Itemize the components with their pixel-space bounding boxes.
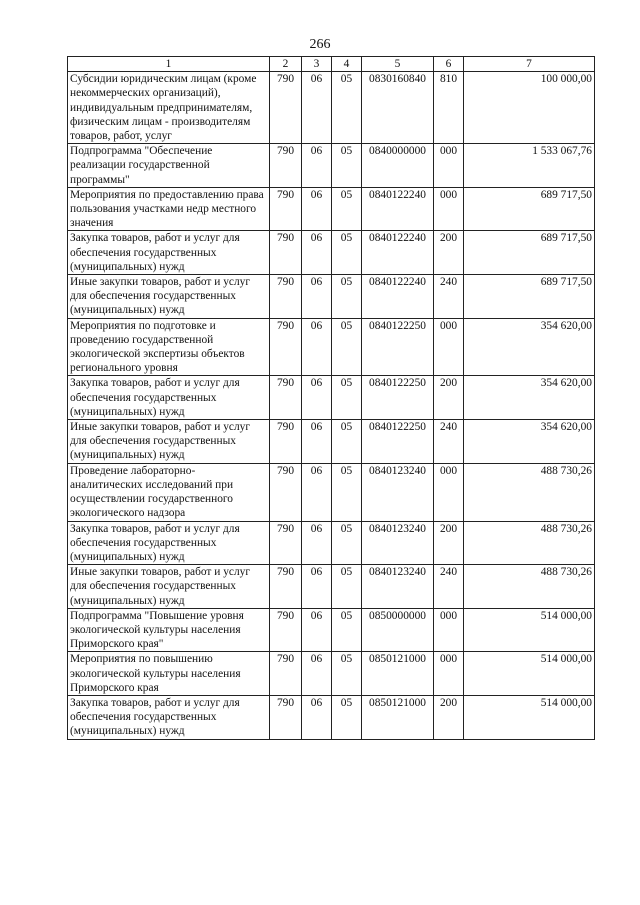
row-subsection-code: 05 — [332, 231, 362, 275]
table-row — [68, 565, 595, 609]
row-subsection-code: 05 — [332, 376, 362, 420]
row-ved-code: 790 — [270, 521, 302, 565]
row-target-article: 0840123240 — [362, 565, 434, 609]
table-row — [68, 376, 595, 420]
column-header: 4 — [332, 57, 362, 72]
row-amount: 514 000,00 — [464, 695, 595, 739]
row-name: Субсидии юридическим лицам (кроме некоммерческих организаций), индивидуальным предпринимателям, физическим лицам - производителям товаров, работ, услуг — [68, 72, 270, 144]
row-target-article: 0840122250 — [362, 420, 434, 464]
row-expense-type: 810 — [434, 72, 464, 144]
row-amount: 488 730,26 — [464, 463, 595, 521]
table-row — [68, 521, 595, 565]
row-ved-code: 790 — [270, 608, 302, 652]
table-row — [68, 420, 595, 464]
table-row — [68, 275, 595, 319]
column-header: 7 — [464, 57, 595, 72]
row-target-article: 0850121000 — [362, 652, 434, 696]
row-target-article: 0840123240 — [362, 521, 434, 565]
row-section-code: 06 — [302, 420, 332, 464]
row-name: Проведение лабораторно-аналитических исследований при осуществлении государственного экологического надзора — [68, 463, 270, 521]
row-target-article: 0850121000 — [362, 695, 434, 739]
table-row — [68, 187, 595, 231]
row-expense-type: 000 — [434, 318, 464, 376]
row-ved-code: 790 — [270, 463, 302, 521]
row-subsection-code: 05 — [332, 72, 362, 144]
row-name: Подпрограмма "Обеспечение реализации государственной программы" — [68, 144, 270, 188]
row-section-code: 06 — [302, 144, 332, 188]
row-section-code: 06 — [302, 318, 332, 376]
row-amount: 354 620,00 — [464, 318, 595, 376]
row-amount: 488 730,26 — [464, 521, 595, 565]
row-subsection-code: 05 — [332, 565, 362, 609]
column-header: 1 — [68, 57, 270, 72]
row-amount: 354 620,00 — [464, 376, 595, 420]
row-ved-code: 790 — [270, 695, 302, 739]
row-target-article: 0840122250 — [362, 376, 434, 420]
page-number: 266 — [309, 37, 331, 52]
row-target-article: 0840122240 — [362, 275, 434, 319]
row-amount: 100 000,00 — [464, 72, 595, 144]
row-amount: 514 000,00 — [464, 608, 595, 652]
row-expense-type: 240 — [434, 420, 464, 464]
row-subsection-code: 05 — [332, 652, 362, 696]
table-row — [68, 463, 595, 521]
table-row — [68, 231, 595, 275]
row-section-code: 06 — [302, 695, 332, 739]
row-section-code: 06 — [302, 521, 332, 565]
row-name: Закупка товаров, работ и услуг для обеспечения государственных (муниципальных) нужд — [68, 231, 270, 275]
row-ved-code: 790 — [270, 275, 302, 319]
row-amount: 689 717,50 — [464, 275, 595, 319]
row-expense-type: 240 — [434, 275, 464, 319]
row-amount: 689 717,50 — [464, 187, 595, 231]
row-subsection-code: 05 — [332, 521, 362, 565]
row-name: Подпрограмма "Повышение уровня экологической культуры населения Приморского края" — [68, 608, 270, 652]
row-section-code: 06 — [302, 72, 332, 144]
row-subsection-code: 05 — [332, 275, 362, 319]
row-subsection-code: 05 — [332, 144, 362, 188]
column-header: 2 — [270, 57, 302, 72]
row-ved-code: 790 — [270, 72, 302, 144]
row-expense-type: 200 — [434, 521, 464, 565]
column-header: 3 — [302, 57, 332, 72]
row-ved-code: 790 — [270, 187, 302, 231]
table-row — [68, 72, 595, 144]
budget-table — [67, 56, 595, 740]
row-subsection-code: 05 — [332, 695, 362, 739]
row-ved-code: 790 — [270, 376, 302, 420]
row-target-article: 0840122240 — [362, 231, 434, 275]
table-row — [68, 695, 595, 739]
row-ved-code: 790 — [270, 565, 302, 609]
row-expense-type: 000 — [434, 652, 464, 696]
row-subsection-code: 05 — [332, 608, 362, 652]
row-ved-code: 790 — [270, 420, 302, 464]
row-expense-type: 240 — [434, 565, 464, 609]
row-amount: 514 000,00 — [464, 652, 595, 696]
row-section-code: 06 — [302, 565, 332, 609]
table-row — [68, 652, 595, 696]
table-row — [68, 318, 595, 376]
row-section-code: 06 — [302, 608, 332, 652]
column-header: 6 — [434, 57, 464, 72]
table-row — [68, 608, 595, 652]
row-target-article: 0840122240 — [362, 187, 434, 231]
row-expense-type: 000 — [434, 608, 464, 652]
row-amount: 1 533 067,76 — [464, 144, 595, 188]
row-expense-type: 000 — [434, 144, 464, 188]
row-ved-code: 790 — [270, 318, 302, 376]
row-name: Иные закупки товаров, работ и услуг для обеспечения государственных (муниципальных) нужд — [68, 565, 270, 609]
row-expense-type: 200 — [434, 231, 464, 275]
row-expense-type: 000 — [434, 187, 464, 231]
row-amount: 354 620,00 — [464, 420, 595, 464]
table-row — [68, 144, 595, 188]
row-ved-code: 790 — [270, 144, 302, 188]
row-amount: 488 730,26 — [464, 565, 595, 609]
row-subsection-code: 05 — [332, 463, 362, 521]
row-amount: 689 717,50 — [464, 231, 595, 275]
row-section-code: 06 — [302, 187, 332, 231]
row-target-article: 0850000000 — [362, 608, 434, 652]
table-body — [68, 72, 595, 739]
column-header: 5 — [362, 57, 434, 72]
row-target-article: 0840123240 — [362, 463, 434, 521]
row-section-code: 06 — [302, 376, 332, 420]
row-name: Мероприятия по подготовке и проведению государственной экологической экспертизы объектов регионального уровня — [68, 318, 270, 376]
row-name: Мероприятия по предоставлению права пользования участками недр местного значения — [68, 187, 270, 231]
row-name: Иные закупки товаров, работ и услуг для обеспечения государственных (муниципальных) нужд — [68, 275, 270, 319]
row-name: Закупка товаров, работ и услуг для обеспечения государственных (муниципальных) нужд — [68, 521, 270, 565]
row-expense-type: 200 — [434, 695, 464, 739]
row-ved-code: 790 — [270, 231, 302, 275]
row-name: Закупка товаров, работ и услуг для обеспечения государственных (муниципальных) нужд — [68, 376, 270, 420]
header-row — [68, 57, 595, 72]
row-name: Закупка товаров, работ и услуг для обеспечения государственных (муниципальных) нужд — [68, 695, 270, 739]
row-target-article: 0830160840 — [362, 72, 434, 144]
row-section-code: 06 — [302, 652, 332, 696]
row-subsection-code: 05 — [332, 420, 362, 464]
row-subsection-code: 05 — [332, 318, 362, 376]
row-name: Мероприятия по повышению экологической культуры населения Приморского края — [68, 652, 270, 696]
row-target-article: 0840000000 — [362, 144, 434, 188]
row-expense-type: 200 — [434, 376, 464, 420]
row-name: Иные закупки товаров, работ и услуг для обеспечения государственных (муниципальных) нужд — [68, 420, 270, 464]
row-section-code: 06 — [302, 275, 332, 319]
row-ved-code: 790 — [270, 652, 302, 696]
row-target-article: 0840122250 — [362, 318, 434, 376]
row-section-code: 06 — [302, 463, 332, 521]
row-section-code: 06 — [302, 231, 332, 275]
row-expense-type: 000 — [434, 463, 464, 521]
row-subsection-code: 05 — [332, 187, 362, 231]
